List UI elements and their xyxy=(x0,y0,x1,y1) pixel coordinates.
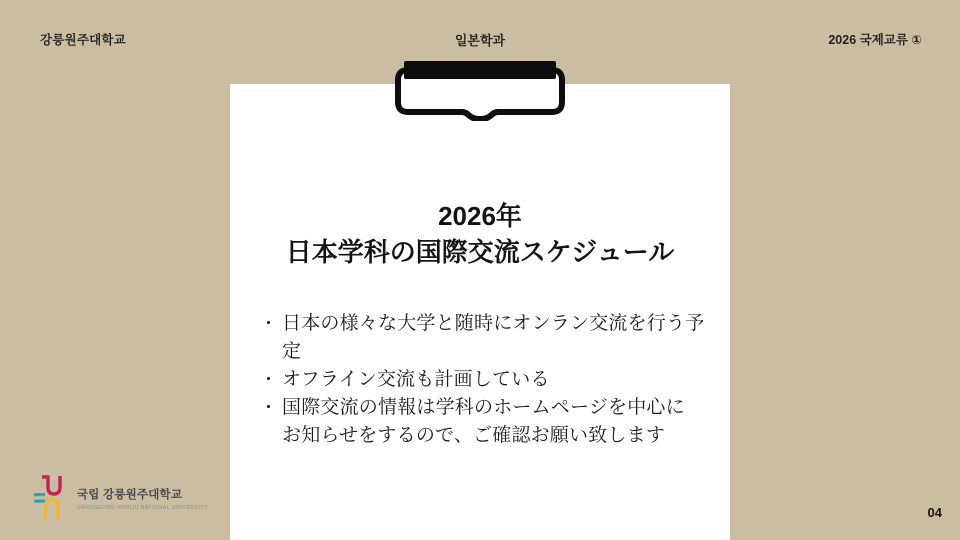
slide-title xyxy=(230,198,730,270)
header-department-name: 일본학과 xyxy=(454,33,506,48)
bullet-text: オフライン交流も計画している xyxy=(282,369,550,390)
bullet-item-continuation xyxy=(260,422,714,450)
header-university-name: 강릉원주대학교 xyxy=(40,33,126,47)
bullet-marker: ・ xyxy=(260,398,277,417)
bullet-item xyxy=(260,310,714,366)
bullet-list xyxy=(230,310,730,450)
bullet-item xyxy=(260,394,714,422)
logo-title: 국립 강릉원주대학교 xyxy=(77,488,183,501)
slide-title-line1: 2026年 xyxy=(438,201,522,231)
slide-title-line2: 日本学科の国際交流スケジュール xyxy=(285,237,675,267)
university-logo-text xyxy=(77,486,208,511)
bullet-text: 日本の様々な大学と随時にオンラン交流を行う予定 xyxy=(282,313,705,362)
logo-subtitle: GANGNEUNG-WONJU NATIONAL UNIVERSITY xyxy=(77,504,209,511)
page-number: 04 xyxy=(927,505,942,520)
bullet-text: お知らせをするので、ご確認お願い致します xyxy=(282,425,666,446)
university-logo xyxy=(34,474,208,522)
header-topic-label: 2026 국제교류 ① xyxy=(828,33,922,47)
university-logo-mark xyxy=(34,474,68,522)
bullet-item xyxy=(260,366,714,394)
bullet-marker: ・ xyxy=(260,370,277,389)
bullet-marker: ・ xyxy=(260,314,277,333)
bullet-text: 国際交流の情報は学科のホームページを中心に xyxy=(282,397,685,418)
content-card xyxy=(230,84,730,540)
clipboard-clip-icon xyxy=(392,61,568,121)
